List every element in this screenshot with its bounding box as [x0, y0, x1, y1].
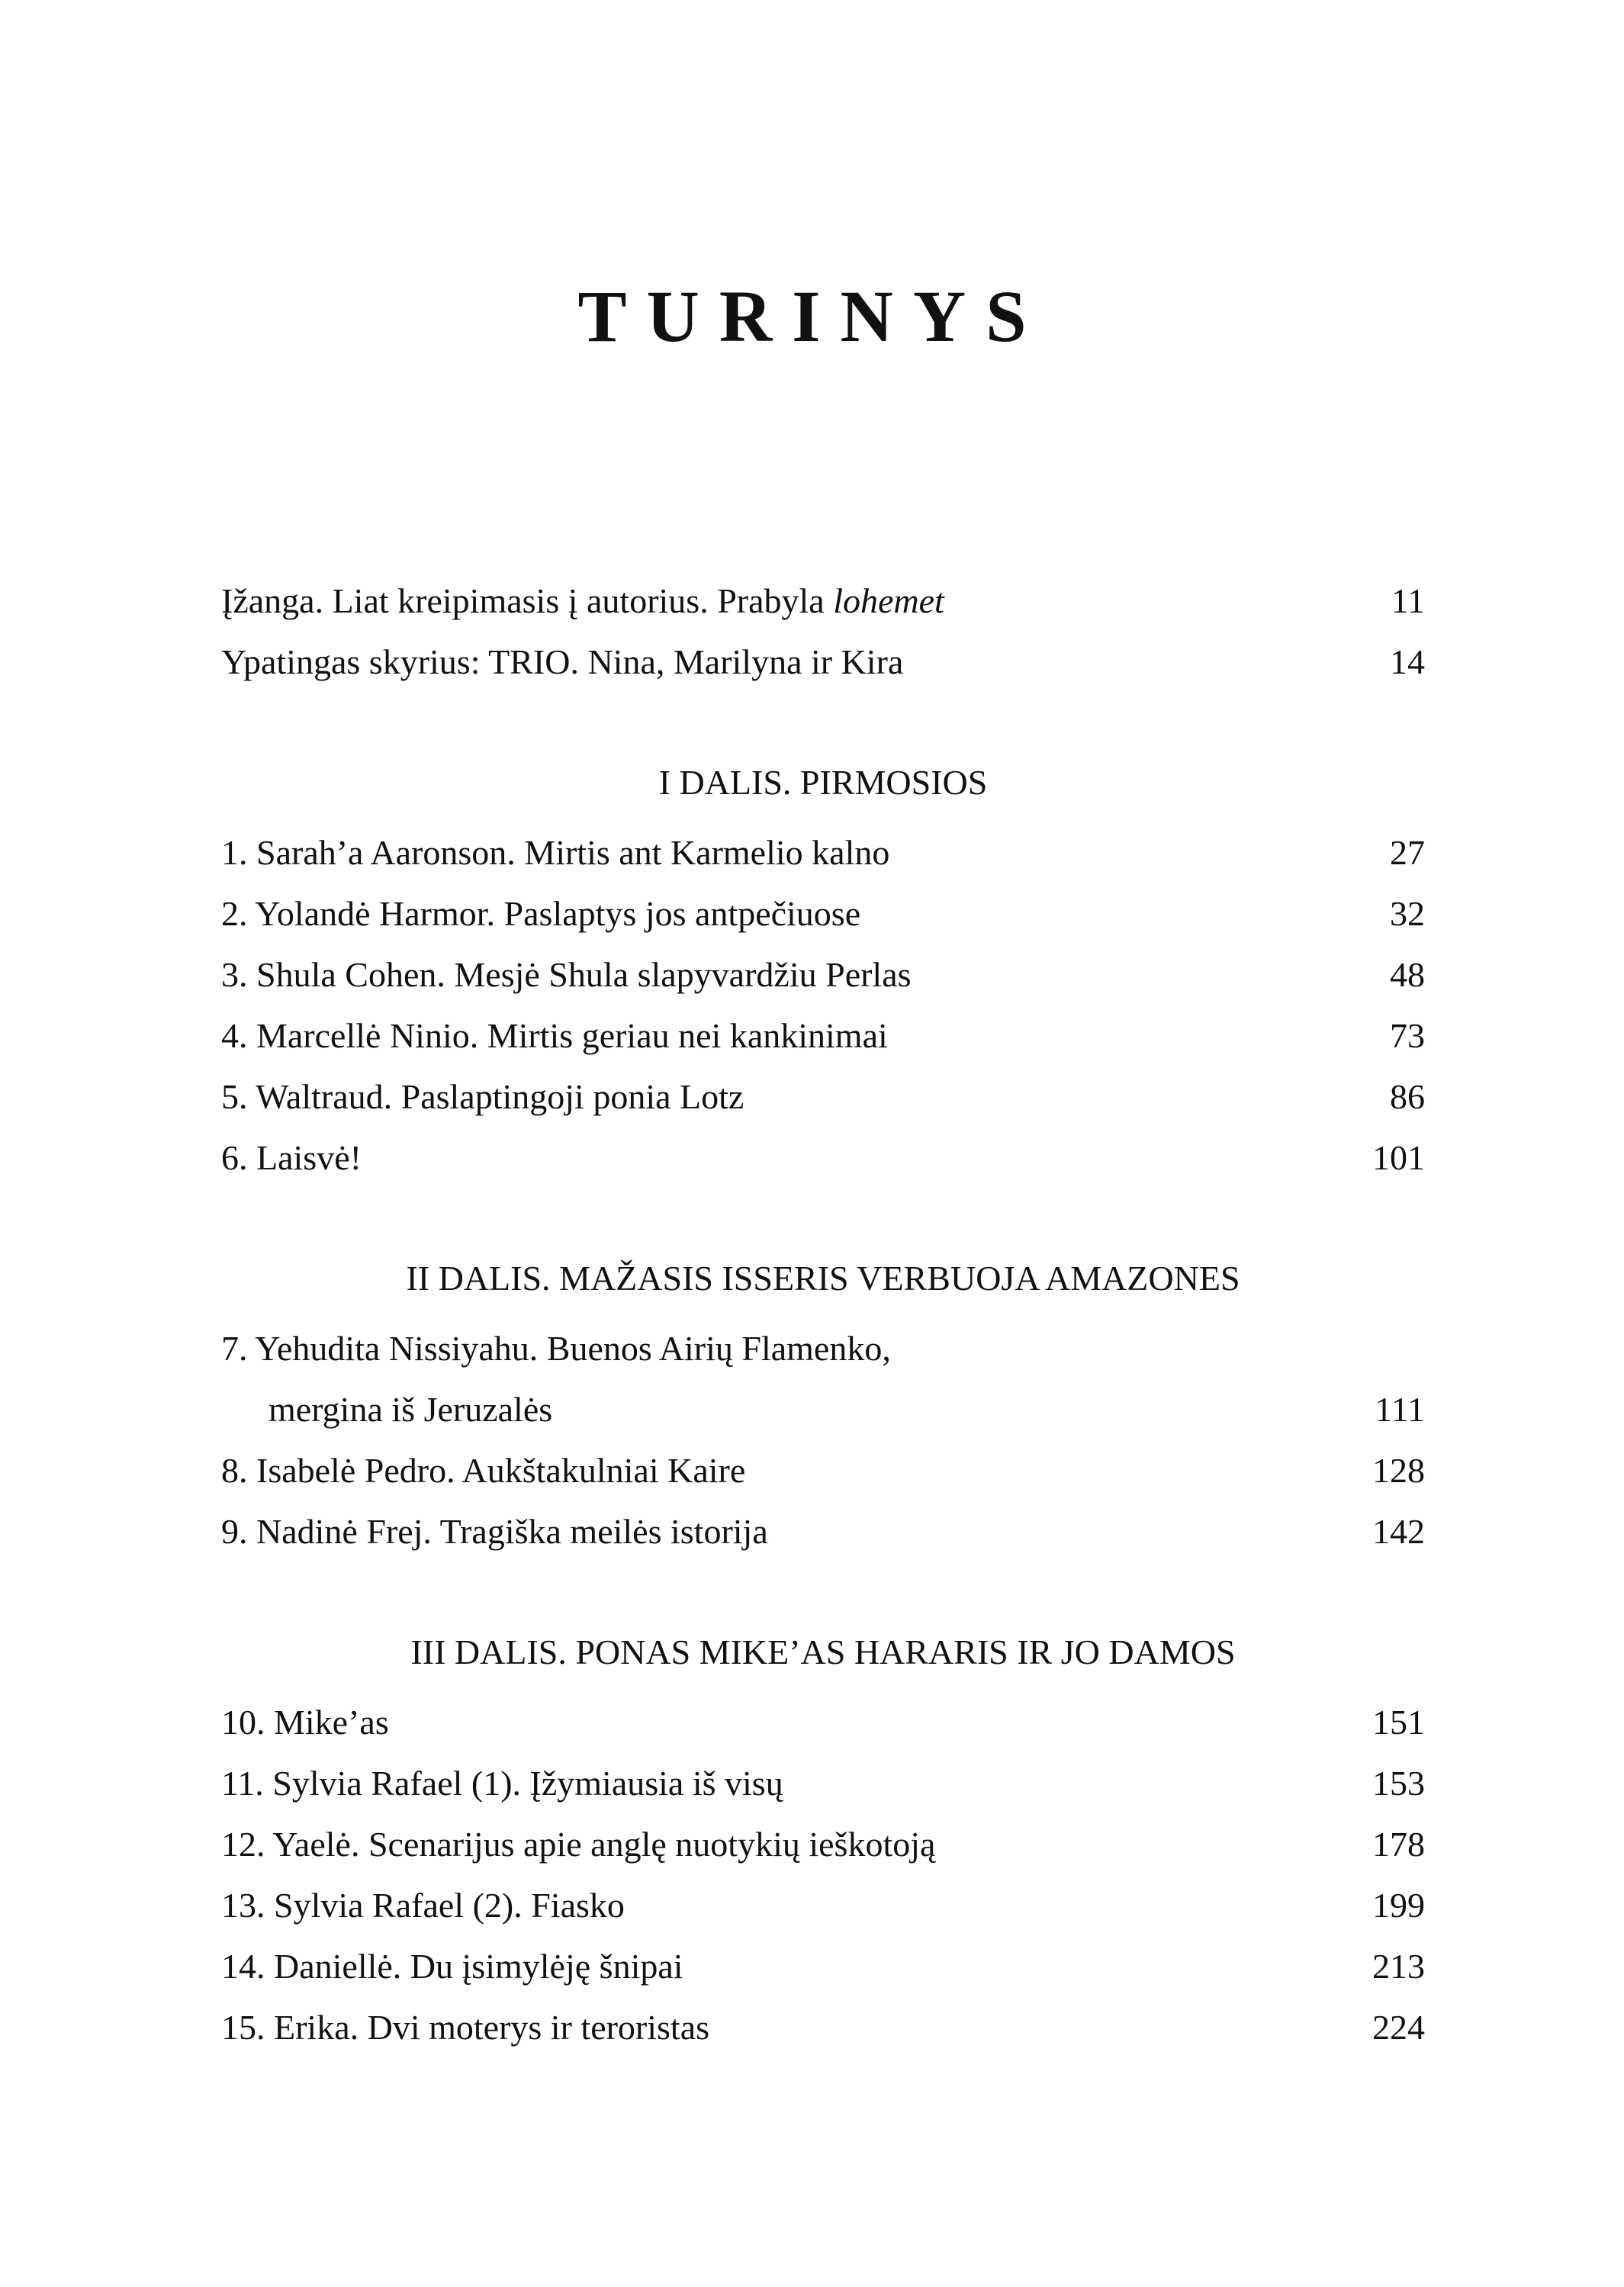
toc-entry-label: 10. Mike’as: [221, 1703, 389, 1742]
toc-entry: [221, 1875, 1425, 1936]
toc-entry: [221, 1127, 1425, 1189]
toc-entry-label: 8. Isabelė Pedro. Aukštakulniai Kaire: [221, 1451, 746, 1490]
toc-entry-label: 11. Sylvia Rafael (1). Įžymiausia iš visų: [221, 1764, 783, 1803]
toc-entry-label: 14. Daniellė. Du įsimylėję šnipai: [221, 1947, 683, 1986]
toc-entry-label-continuation: mergina iš Jeruzalės: [269, 1390, 553, 1429]
toc-entry: [221, 1936, 1425, 1997]
toc-entry-italic: lohemet: [833, 581, 944, 620]
toc-entry-label: 6. Laisvė!: [221, 1138, 362, 1177]
toc-entry: [221, 883, 1425, 944]
toc-entry-label: Įžanga. Liat kreipimasis į autorius. Prabyla lohemet: [221, 581, 944, 620]
toc-entry: [221, 1692, 1425, 1753]
toc-entry-label: 4. Marcellė Ninio. Mirtis geriau nei kankinimai: [221, 1016, 888, 1055]
toc-entry: [221, 1753, 1425, 1814]
toc-entry-label: 12. Yaelė. Scenarijus apie anglę nuotykių ieškotoją: [221, 1825, 936, 1864]
toc-entry-page: 111: [1375, 1390, 1425, 1429]
toc-entry-label: 7. Yehudita Nissiyahu. Buenos Airių Flamenko, mergina iš Jeruzalės: [221, 1318, 891, 1440]
toc-entry: [221, 1066, 1425, 1127]
toc-entry-page: 27: [1390, 833, 1425, 872]
toc-entry: [221, 944, 1425, 1005]
toc-entry-label: 5. Waltraud. Paslaptingoji ponia Lotz: [221, 1077, 744, 1116]
toc-entry-intro: [221, 571, 1425, 632]
toc-entry-page: 32: [1390, 894, 1425, 933]
toc-entry-page: 153: [1372, 1764, 1425, 1803]
toc-entry-page: 151: [1372, 1703, 1425, 1742]
toc-entry-page: 213: [1372, 1947, 1425, 1986]
toc-entry-label: 1. Sarah’a Aaronson. Mirtis ant Karmelio kalno: [221, 833, 890, 872]
part-heading-2: II DALIS. MAŽASIS ISSERIS VERBUOJA AMAZONES: [406, 1259, 1240, 1298]
toc-entry-page: 14: [1390, 642, 1425, 681]
toc-entry-page: 101: [1372, 1138, 1425, 1177]
toc-entry-page: 128: [1372, 1451, 1425, 1490]
toc-entry-label: 15. Erika. Dvi moterys ir teroristas: [221, 2008, 710, 2047]
toc-entry-label: 9. Nadinė Frej. Tragiška meilės istorija: [221, 1512, 768, 1551]
toc-entry-page: 73: [1390, 1016, 1425, 1055]
toc-entry: [221, 822, 1425, 883]
toc-entry-page: 48: [1390, 955, 1425, 994]
toc-entry-special: [221, 632, 1425, 693]
toc-entry-page: 224: [1372, 2008, 1425, 2047]
part-heading-3: III DALIS. PONAS MIKE’AS HARARIS IR JO DAMOS: [410, 1632, 1236, 1671]
toc-entry: [221, 1318, 1425, 1440]
toc-entry: [221, 1814, 1425, 1875]
toc-entry-page: 178: [1372, 1825, 1425, 1864]
toc-entry-page: 142: [1372, 1512, 1425, 1551]
toc-entry: [221, 1440, 1425, 1501]
toc-entry-page: 86: [1390, 1077, 1425, 1116]
page-title: TURINYS: [577, 275, 1047, 357]
part-heading-1: I DALIS. PIRMOSIOS: [658, 763, 988, 802]
toc-entry-label: 2. Yolandė Harmor. Paslaptys jos antpečiuose: [221, 894, 861, 933]
toc-entry-page: 11: [1391, 581, 1425, 620]
toc-entry: [221, 1997, 1425, 2058]
toc-entry-page: 199: [1372, 1886, 1425, 1925]
table-of-contents: [221, 571, 1425, 2058]
toc-entry-label: 13. Sylvia Rafael (2). Fiasko: [221, 1886, 625, 1925]
toc-entry-label: Ypatingas skyrius: TRIO. Nina, Marilyna ir Kira: [221, 642, 904, 681]
toc-entry: [221, 1501, 1425, 1562]
toc-entry-label: 3. Shula Cohen. Mesjė Shula slapyvardžiu Perlas: [221, 955, 912, 994]
toc-entry: [221, 1005, 1425, 1066]
